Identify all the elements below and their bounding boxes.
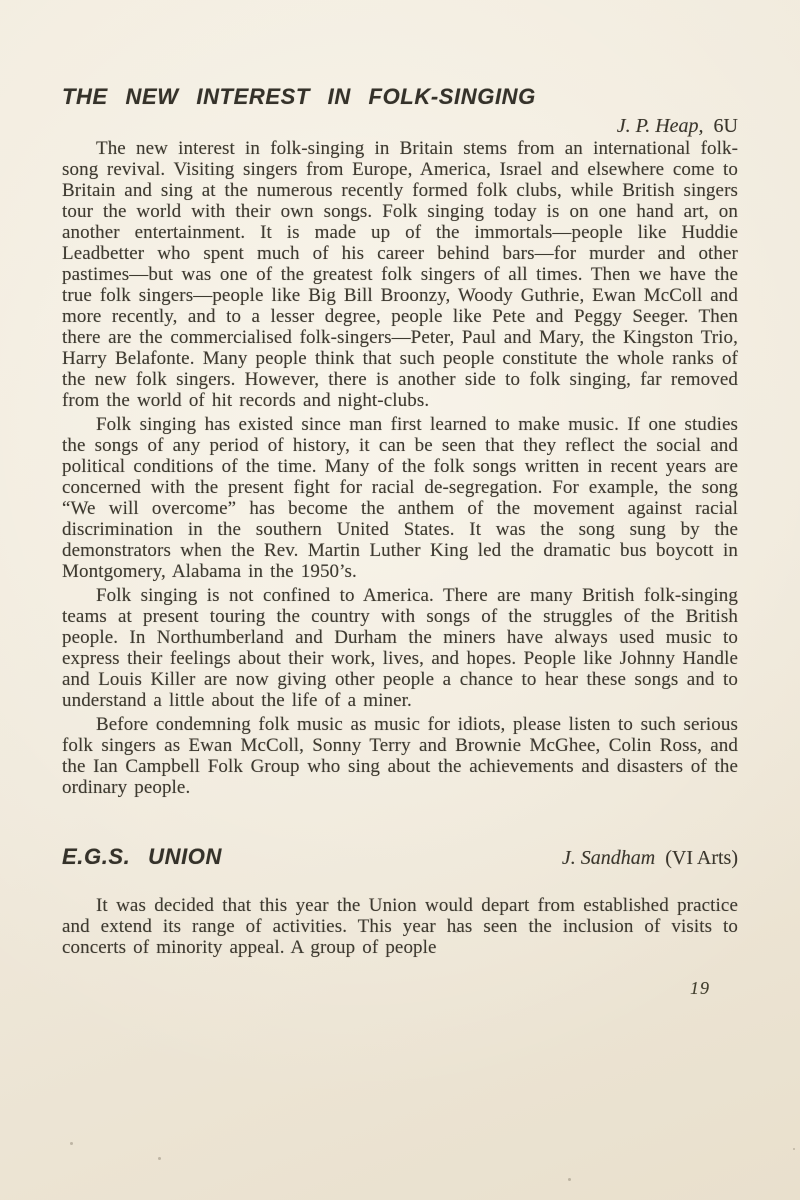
byline-folk-singing	[62, 114, 738, 138]
article-header-row	[62, 844, 738, 870]
article-title-egs-union: E.G.S. UNION	[62, 844, 222, 869]
byline-affiliation: 6U	[713, 115, 738, 137]
scan-speck	[455, 930, 458, 933]
byline-egs-union	[562, 846, 738, 870]
scan-speck	[70, 1142, 73, 1145]
scan-speck	[158, 1157, 161, 1160]
article-egs-union	[62, 844, 738, 958]
scan-speck	[793, 1148, 795, 1150]
article-folk-singing	[62, 84, 738, 798]
paragraph: It was decided that this year the Union would depart from established practice and extend its range of activities. This year has seen the inclusion of visits to concerts of minority appeal. A group of people	[62, 895, 738, 958]
byline-author: J. P. Heap,	[616, 115, 704, 137]
paragraph: Before condemning folk music as music for idiots, please listen to such serious folk singers as Ewan McColl, Sonny Terry and Brownie McGhee, Colin Ross, and the Ian Campbell Folk Group who sing about the achievements and disasters of the ordinary people.	[62, 714, 738, 798]
article-title-folk-singing: THE NEW INTEREST IN FOLK-SINGING	[62, 84, 536, 109]
byline-author: J. Sandham	[561, 847, 656, 869]
paragraph: Folk singing is not confined to America. There are many British folk-singing teams at present touring the country with songs of the struggles of the British people. In Northumberland and Durham the miners have always used music to express their feelings about their work, lives, and hopes. People like Johnny Handle and Louis Killer are now giving other people a chance to hear these songs and to understand a little about the life of a miner.	[62, 585, 738, 711]
page-number: 19	[690, 978, 710, 998]
byline-affiliation: (VI Arts)	[665, 847, 738, 869]
paragraph: The new interest in folk-singing in Britain stems from an international folk-song revival. Visiting singers from Europe, America, Israel and elsewhere come to Britain and sing at the numerous recently formed folk clubs, while British singers tour the world with their own songs. Folk singing today is on one hand art, on another entertainment. It is made up of the immortals—people like Huddie Leadbetter who spent much of his career behind bars—for murder and other pastimes—but was one of the greatest folk singers of all times. Then we have the true folk singers—people like Big Bill Broonzy, Woody Guthrie, Ewan McColl and more recently, and to a lesser degree, people like Pete and Peggy Seeger. Then there are the commercialised folk-singers—Peter, Paul and Mary, the Kingston Trio, Harry Belafonte. Many people think that such people constitute the whole ranks of the new folk singers. However, there is another side to folk singing, far removed from the world of hit records and night-clubs.	[62, 138, 738, 411]
scan-speck	[568, 1178, 571, 1181]
paragraph: Folk singing has existed since man first learned to make music. If one studies the songs of any period of history, it can be seen that they reflect the social and political conditions of the time. Many of the folk songs written in recent years are concerned with the present fight for racial de-segregation. For example, the song “We will overcome” has become the anthem of the movement against racial discrimination in the southern United States. It was the song sung by the demonstrators when the Rev. Martin Luther King led the dramatic bus boycott in Montgomery, Alabama in the 1950’s.	[62, 414, 738, 582]
